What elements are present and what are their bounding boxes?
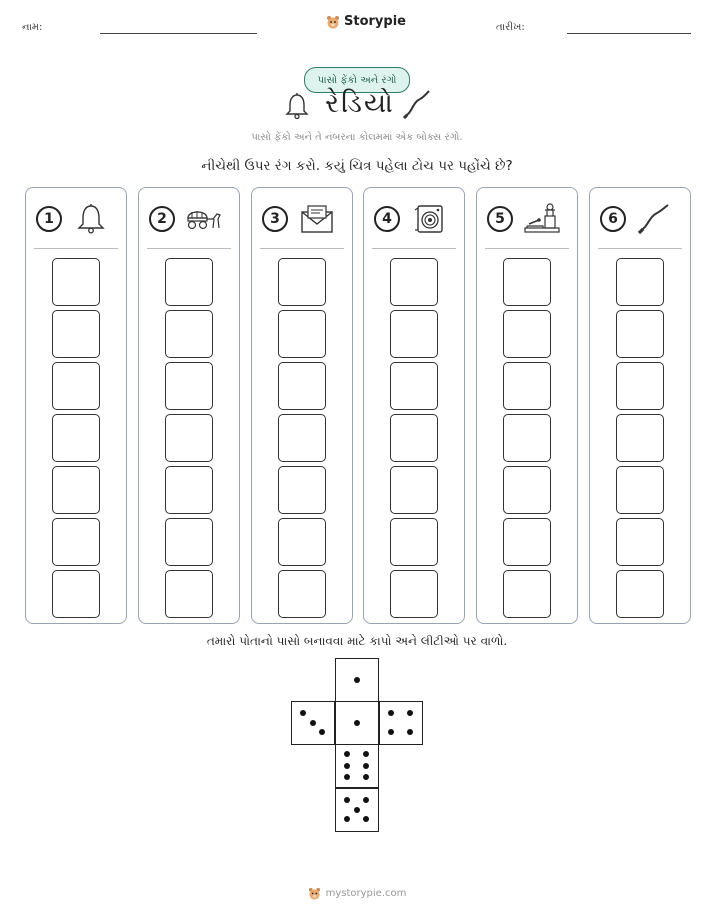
- bell-icon: [72, 202, 110, 236]
- column-divider: [34, 248, 118, 249]
- dice-face-1: [335, 701, 379, 745]
- column-header: [364, 200, 464, 240]
- color-box[interactable]: [278, 466, 326, 514]
- envelope-icon: [298, 202, 336, 236]
- date-label: તારીખ:: [496, 22, 525, 33]
- date-line[interactable]: [567, 33, 691, 34]
- dice-pip: [344, 816, 350, 822]
- name-label: નામ:: [22, 22, 43, 33]
- color-box[interactable]: [503, 466, 551, 514]
- dice-pip: [319, 729, 325, 735]
- dice-pip: [354, 807, 360, 813]
- cable-icon: [636, 202, 674, 236]
- page-title: રેડિયો: [325, 88, 395, 119]
- color-box[interactable]: [390, 414, 438, 462]
- color-box[interactable]: [390, 258, 438, 306]
- color-box[interactable]: [165, 518, 213, 566]
- speaker-icon: [410, 202, 448, 236]
- color-box[interactable]: [52, 518, 100, 566]
- color-box[interactable]: [503, 518, 551, 566]
- column-3: [251, 187, 353, 624]
- dice-pip: [407, 729, 413, 735]
- column-6: [589, 187, 691, 624]
- color-box[interactable]: [503, 310, 551, 358]
- column-header: [252, 200, 352, 240]
- color-box[interactable]: [52, 258, 100, 306]
- color-box[interactable]: [165, 258, 213, 306]
- color-box[interactable]: [616, 570, 664, 618]
- color-box[interactable]: [278, 414, 326, 462]
- dice-pip: [363, 774, 369, 780]
- color-box[interactable]: [616, 414, 664, 462]
- color-box[interactable]: [503, 258, 551, 306]
- dice-pip: [344, 797, 350, 803]
- dice-face-4: [379, 701, 423, 745]
- color-box[interactable]: [278, 310, 326, 358]
- activity-pill: પાસો ફેંકો અને રંગો: [304, 67, 410, 93]
- column-number: 2: [149, 206, 175, 232]
- column-2: [138, 187, 240, 624]
- brand-name: Storypie: [344, 14, 406, 29]
- color-box[interactable]: [165, 362, 213, 410]
- dice-face-6: [335, 744, 379, 788]
- dice-pip: [388, 729, 394, 735]
- dice-pip: [407, 710, 413, 716]
- color-box[interactable]: [278, 570, 326, 618]
- column-divider: [260, 248, 344, 249]
- color-box[interactable]: [390, 310, 438, 358]
- dice-pip: [363, 763, 369, 769]
- color-box[interactable]: [503, 414, 551, 462]
- dice-pip: [388, 710, 394, 716]
- color-box[interactable]: [616, 362, 664, 410]
- color-box[interactable]: [52, 362, 100, 410]
- dice-pip: [344, 763, 350, 769]
- column-divider: [598, 248, 682, 249]
- dice-pip: [363, 816, 369, 822]
- wagon-icon: [185, 202, 223, 236]
- cable-title-icon: [400, 88, 434, 122]
- color-box[interactable]: [165, 414, 213, 462]
- color-box[interactable]: [52, 310, 100, 358]
- dice-pip: [310, 720, 316, 726]
- footer: [0, 887, 714, 900]
- dice-pip: [354, 677, 360, 683]
- column-header: [477, 200, 577, 240]
- cut-instruction: તમારો પોતાનો પાસો બનાવવા માટે કાપો અને લીટીઓ પર વાળો.: [206, 634, 508, 648]
- color-box[interactable]: [52, 466, 100, 514]
- color-box[interactable]: [165, 570, 213, 618]
- color-box[interactable]: [390, 570, 438, 618]
- color-box[interactable]: [616, 466, 664, 514]
- color-box[interactable]: [390, 362, 438, 410]
- dice-pip: [363, 751, 369, 757]
- color-box[interactable]: [390, 466, 438, 514]
- column-number: 1: [36, 206, 62, 232]
- footer-site: mystorypie.com: [325, 888, 407, 899]
- dice-face-5: [335, 788, 379, 832]
- column-number: 4: [374, 206, 400, 232]
- color-box[interactable]: [278, 258, 326, 306]
- color-box[interactable]: [278, 362, 326, 410]
- column-number: 3: [262, 206, 288, 232]
- instruction: નીચેથી ઉપર રંગ કરો. કયું ચિત્ર પહેલા ટોચ પર પહોંચે છે?: [201, 158, 513, 174]
- column-1: [25, 187, 127, 624]
- brand-logo: [326, 14, 406, 29]
- column-5: [476, 187, 578, 624]
- column-divider: [372, 248, 456, 249]
- bear-logo-icon: [326, 15, 340, 29]
- color-box[interactable]: [503, 570, 551, 618]
- color-box[interactable]: [390, 518, 438, 566]
- column-header: [139, 200, 239, 240]
- dice-face-3: [291, 701, 335, 745]
- dice-pip: [344, 774, 350, 780]
- color-box[interactable]: [616, 518, 664, 566]
- color-box[interactable]: [52, 570, 100, 618]
- color-box[interactable]: [616, 258, 664, 306]
- dice-pip: [354, 720, 360, 726]
- column-header: [590, 200, 690, 240]
- subtitle: પાસો ફેંકો અને તે નંબરના કોલમમાં એક બોક્સ રંગો.: [251, 132, 463, 143]
- color-box[interactable]: [503, 362, 551, 410]
- telegraph-icon: [523, 202, 561, 236]
- column-4: [363, 187, 465, 624]
- dice-pip: [300, 710, 306, 716]
- dice-pip: [363, 797, 369, 803]
- color-box[interactable]: [278, 518, 326, 566]
- column-divider: [147, 248, 231, 249]
- color-box[interactable]: [616, 310, 664, 358]
- column-header: [26, 200, 126, 240]
- dice-pip: [344, 751, 350, 757]
- column-number: 5: [487, 206, 513, 232]
- name-line[interactable]: [100, 33, 257, 34]
- color-box[interactable]: [165, 466, 213, 514]
- color-box[interactable]: [52, 414, 100, 462]
- column-number: 6: [600, 206, 626, 232]
- color-box[interactable]: [165, 310, 213, 358]
- bear-footer-icon: [308, 887, 321, 900]
- dice-face-1: [335, 658, 379, 702]
- column-divider: [485, 248, 569, 249]
